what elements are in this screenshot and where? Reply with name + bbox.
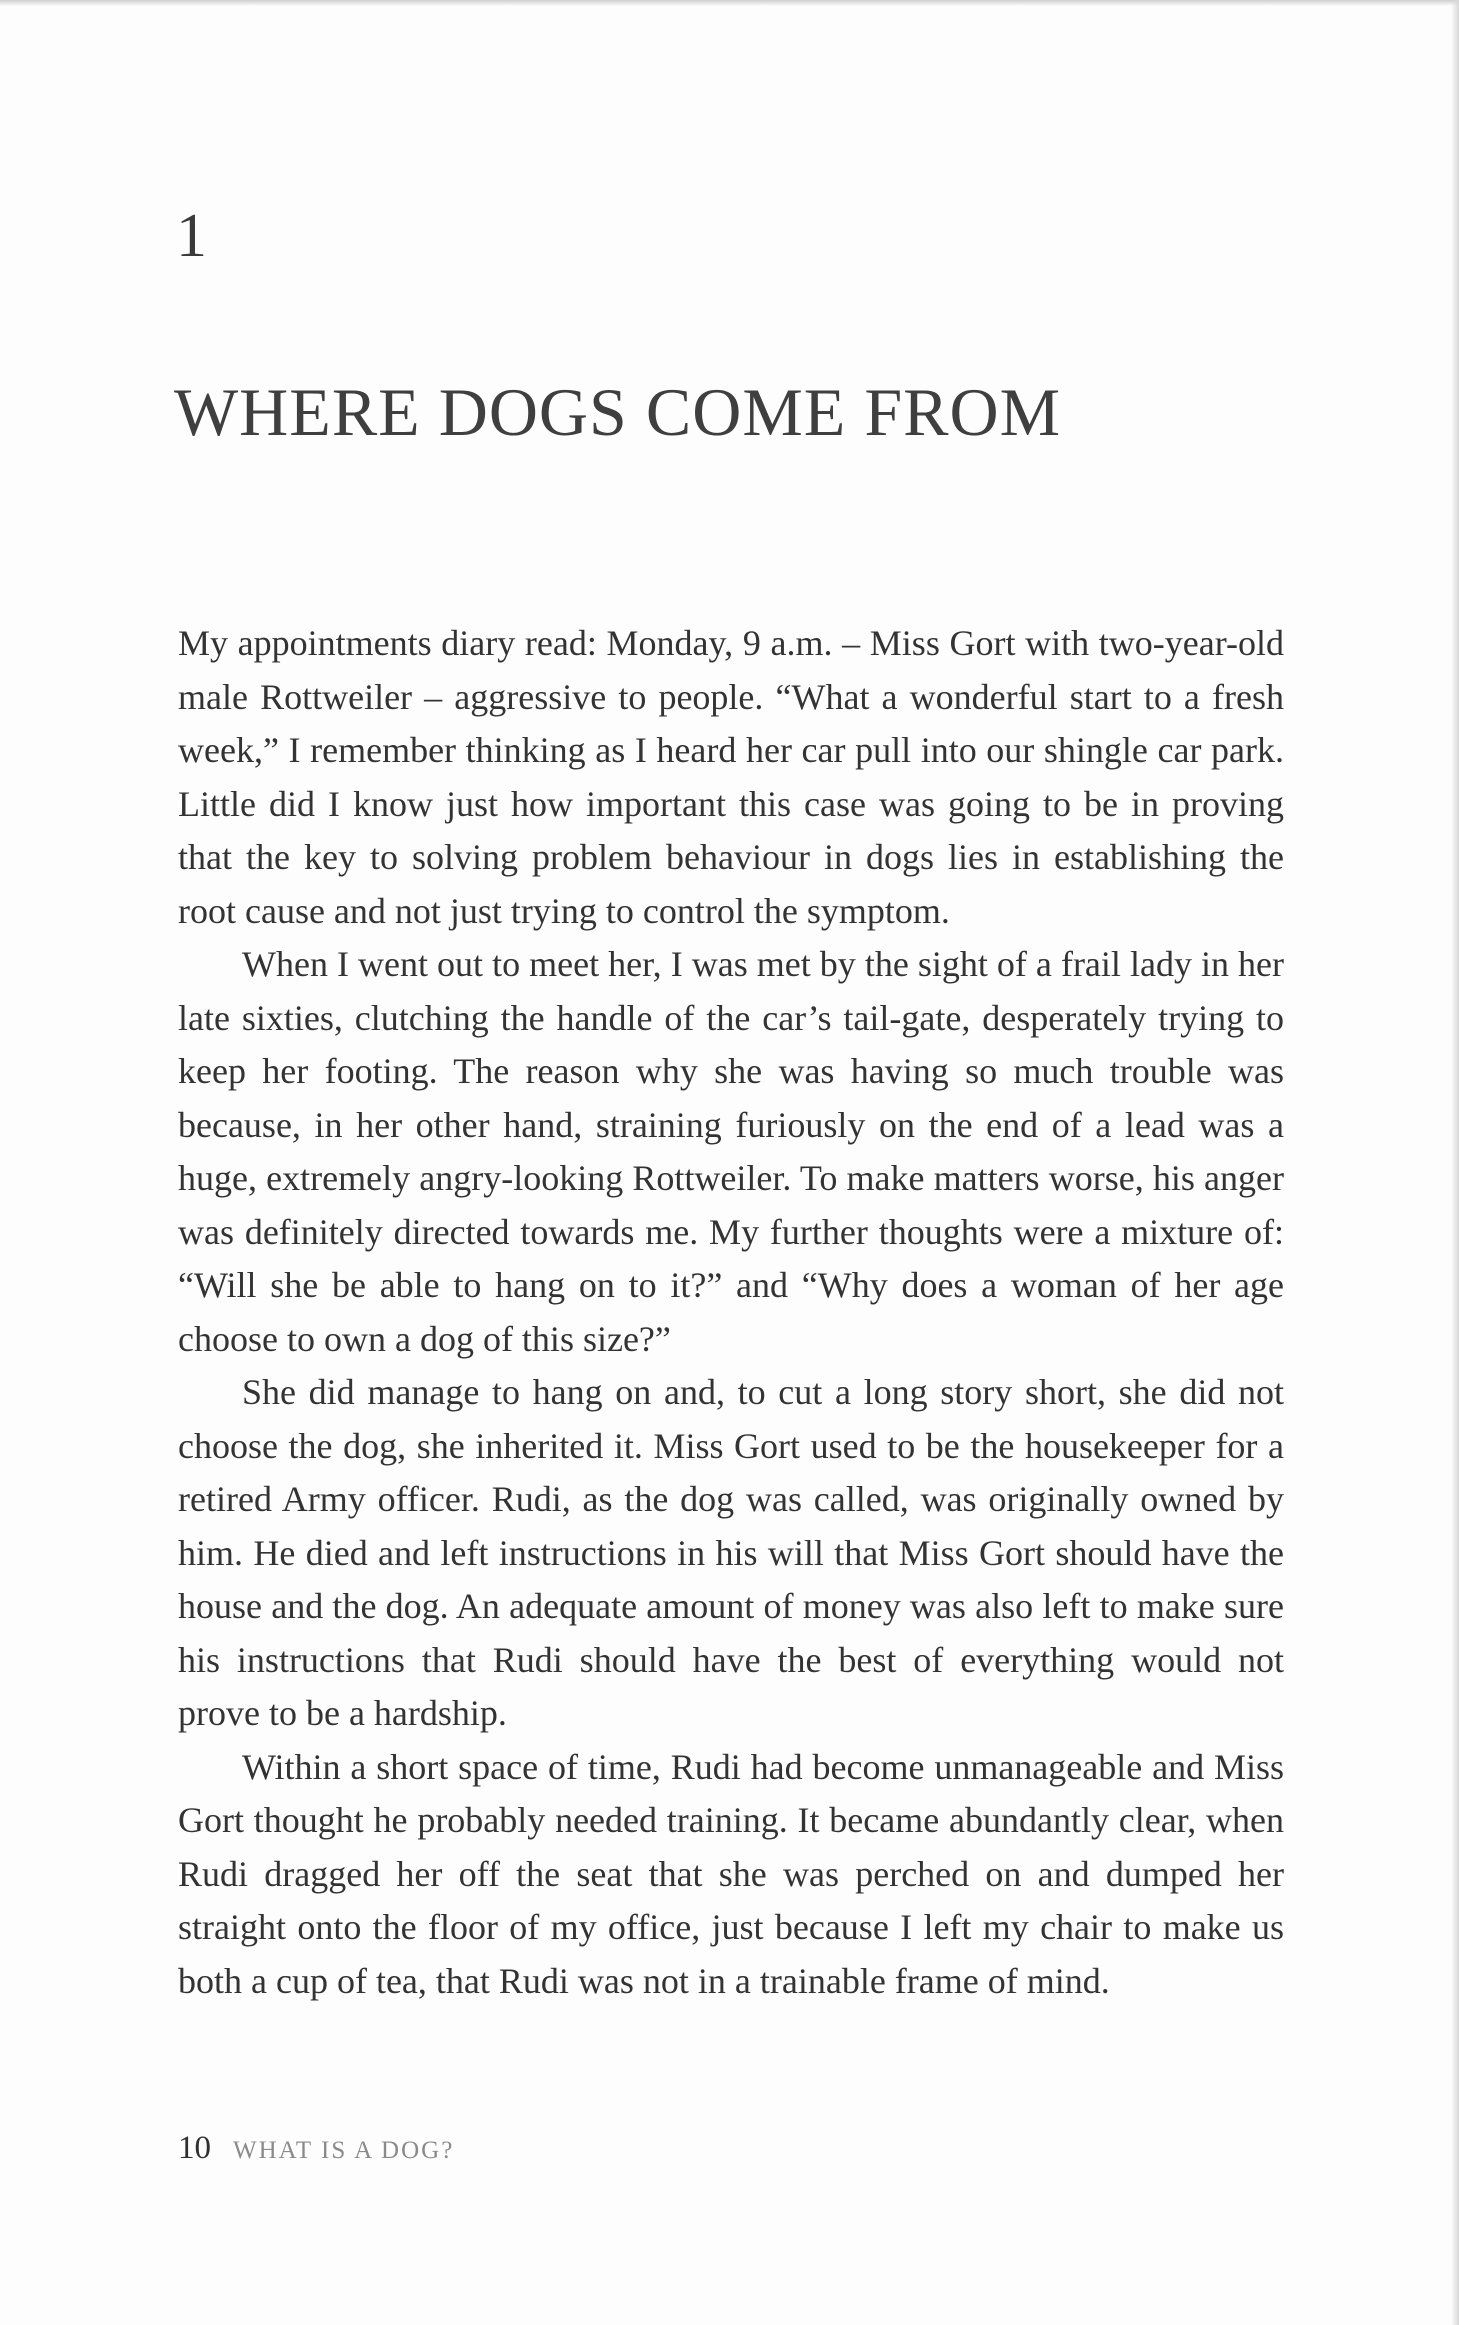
- paragraph-4: Within a short space of time, Rudi had become unmanageable and Miss Gort thought he probably needed training. It became abundantly clear, when Rudi dragged her off the seat that she was perched on and dumped her straight onto the floor of my office, just because I left my chair to make us both a cup of tea, that Rudi was not in a trainable frame of mind.: [178, 1746, 1284, 2001]
- page-number: 10: [178, 2130, 211, 2166]
- paragraph-3: She did manage to hang on and, to cut a long story short, she did not choose the dog, she inherited it. Miss Gort used to be the housekeeper for a retired Army officer. Rudi, as the dog was called, was originally owned by him. He died and left instructions in his will that Miss Gort should have the house and the dog. An adequate amount of money was also left to make sure his instructions that Rudi should have the best of everything would not prove to be a hardship.: [178, 1372, 1284, 1733]
- chapter-number: 1: [176, 202, 207, 270]
- chapter-title: WHERE DOGS COME FROM: [174, 374, 1062, 450]
- page-right-edge: [1451, 0, 1459, 2325]
- paragraph-1: My appointments diary read: Monday, 9 a.m. – Miss Gort with two-year-old male Rottweiler – aggressive to people. “What a wonderful start to a fresh week,” I remember thinking as I heard her car pull into our shingle car park. Little did I know just how important this case was going to be in proving that the key to solving problem behaviour in dogs lies in establishing the root cause and not just trying to control the symptom.: [178, 623, 1284, 931]
- page-top-edge: [0, 0, 1459, 6]
- running-head: WHAT IS A DOG?: [233, 2137, 455, 2164]
- paragraph-2: When I went out to meet her, I was met by the sight of a frail lady in her late sixties, clutching the handle of the car’s tail-gate, desperately trying to keep her footing. The reason why she was having so much trouble was because, in her other hand, straining furiously on the end of a lead was a huge, extremely angry-looking Rottweiler. To make matters worse, his anger was definitely directed towards me. My further thoughts were a mixture of: “Will she be able to hang on to it?” and “Why does a woman of her age choose to own a dog of this size?”: [178, 944, 1284, 1359]
- page-footer: [178, 2132, 454, 2165]
- chapter-body: [178, 617, 1284, 2008]
